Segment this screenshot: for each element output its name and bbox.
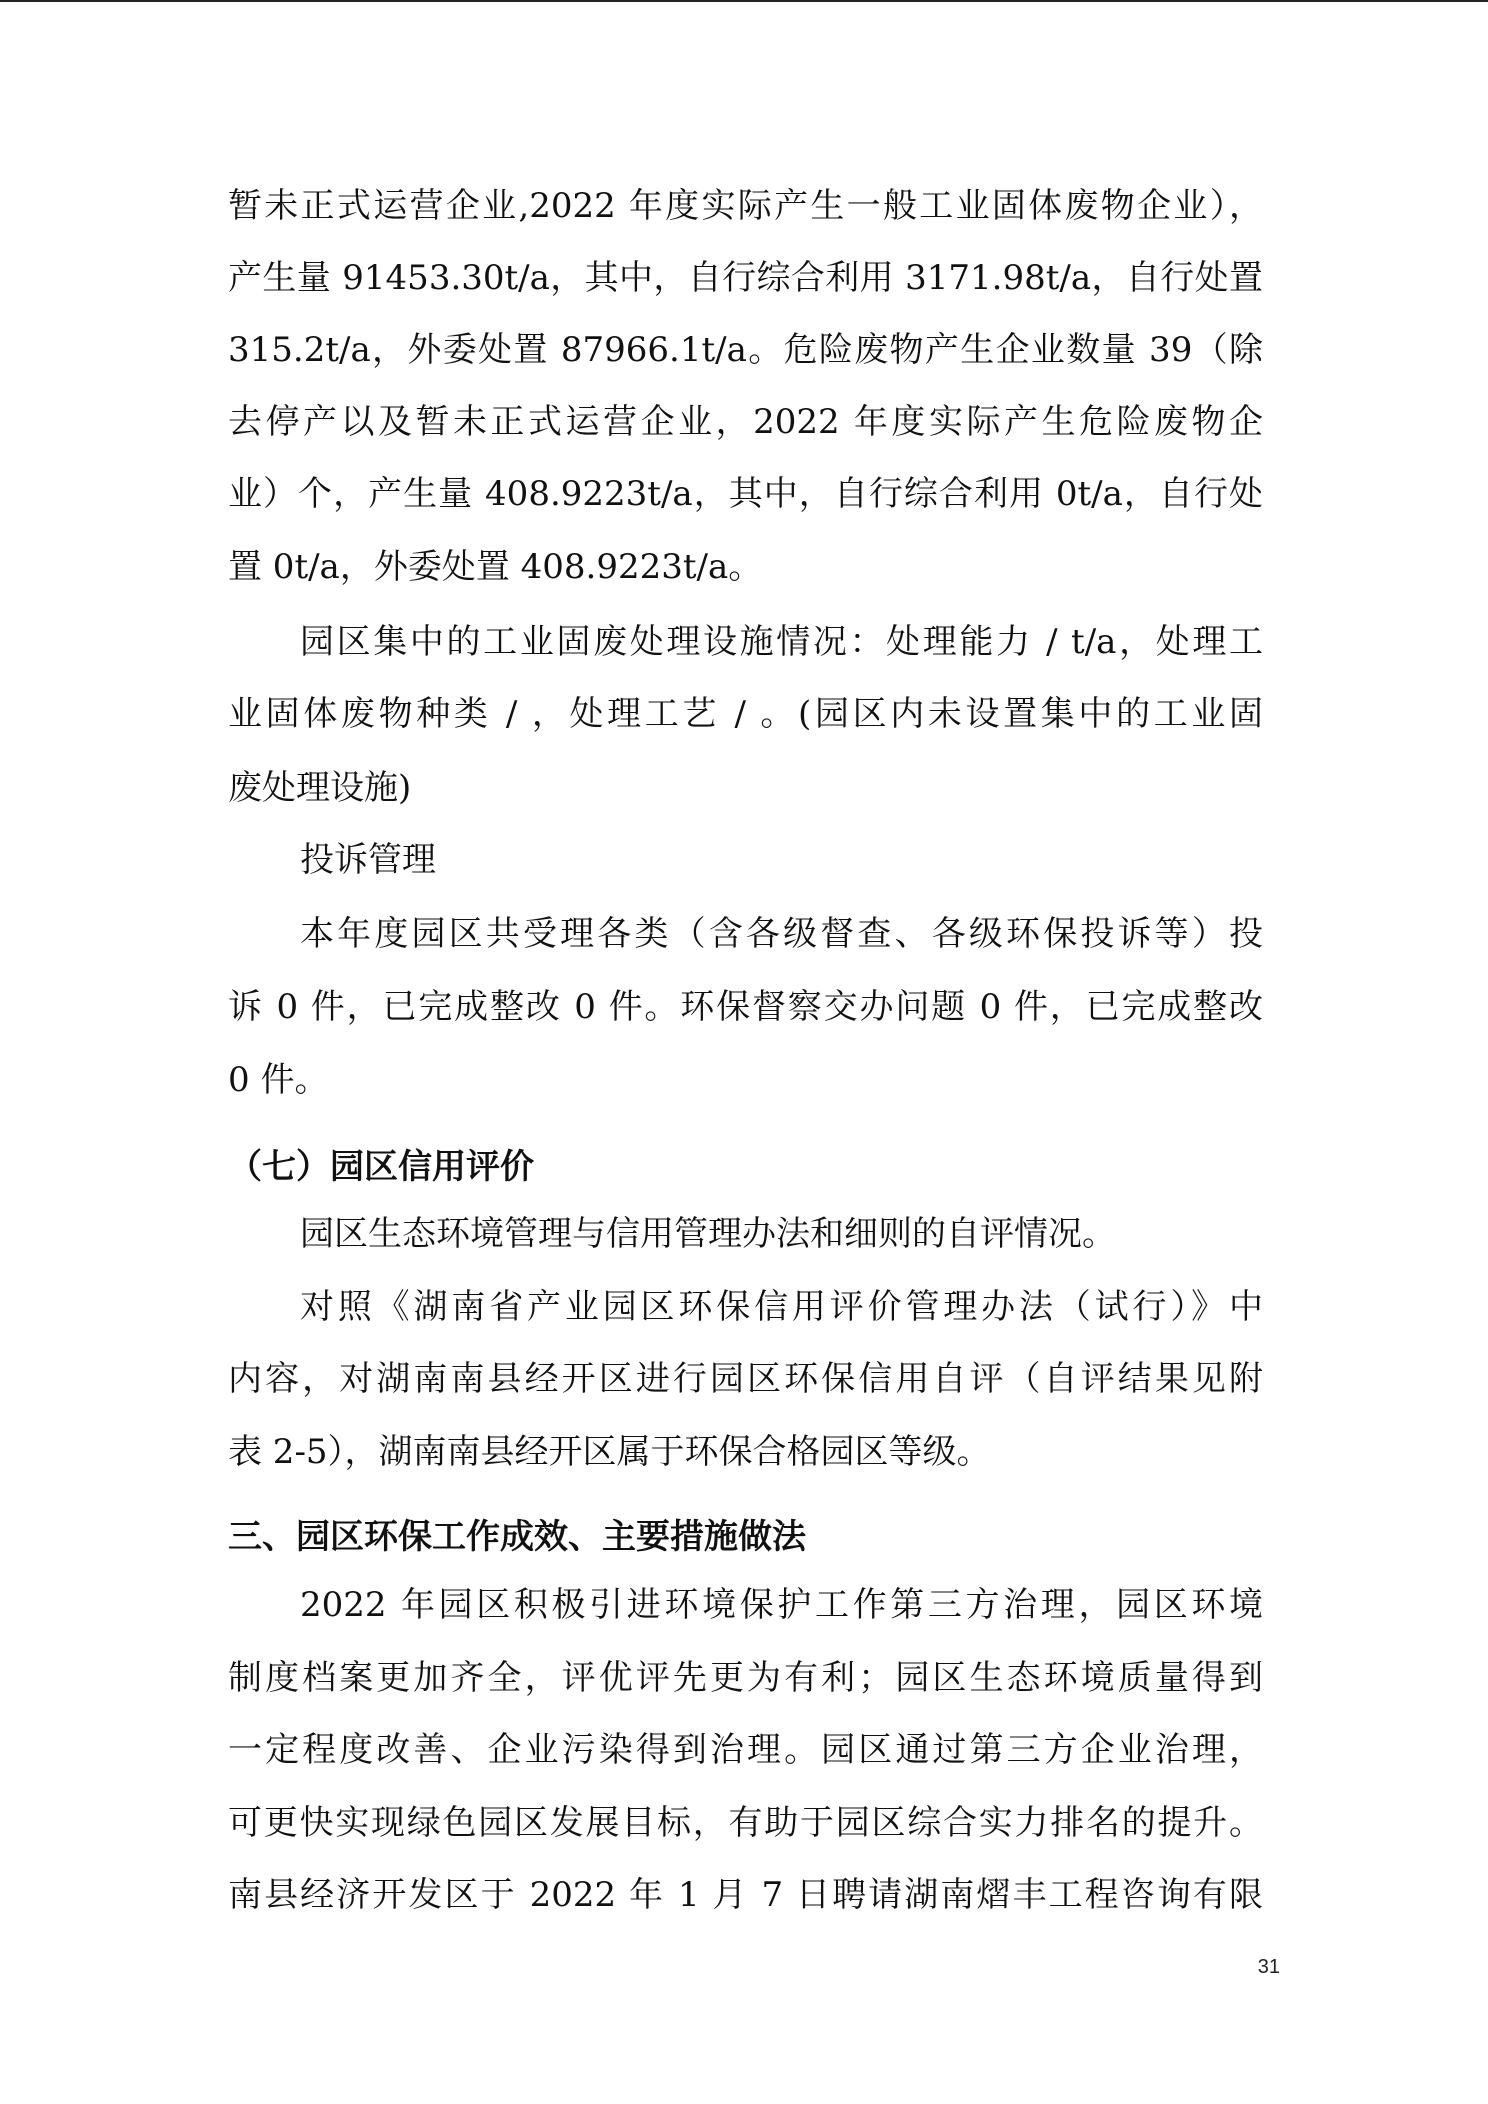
text-line: 业）个，产生量 408.9223t/a，其中，自行综合利用 0t/a，自行处	[228, 474, 1263, 514]
text-line: 0 件。	[228, 1060, 329, 1100]
text-line: 置 0t/a，外委处置 408.9223t/a。	[228, 547, 763, 587]
text-line: 2022 年园区积极引进环境保护工作第三方治理，园区环境	[300, 1585, 1263, 1625]
text-line: 废处理设施)	[228, 768, 412, 808]
text-line: 暂未正式运营企业,2022 年度实际产生一般工业固体废物企业），	[228, 186, 1263, 226]
section-heading-results: 三、园区环保工作成效、主要措施做法	[228, 1517, 806, 1557]
text-line: 本年度园区共受理各类（含各级督查、各级环保投诉等）投	[300, 914, 1263, 954]
text-line: 315.2t/a，外委处置 87966.1t/a。危险废物产生企业数量 39（除	[228, 330, 1263, 370]
section-heading-credit: （七）园区信用评价	[228, 1147, 534, 1187]
subheading-complaints: 投诉管理	[300, 840, 436, 880]
page-number: 31	[1257, 1956, 1280, 1978]
text-line: 园区生态环境管理与信用管理办法和细则的自评情况。	[300, 1214, 1116, 1254]
text-line: 表 2-5），湖南南县经开区属于环保合格园区等级。	[228, 1432, 991, 1472]
text-line: 产生量 91453.30t/a，其中，自行综合利用 3171.98t/a，自行处置	[228, 258, 1263, 298]
text-line: 诉 0 件，已完成整改 0 件。环保督察交办问题 0 件，已完成整改	[228, 987, 1263, 1027]
text-line: 对照《湖南省产业园区环保信用评价管理办法（试行）》中	[300, 1287, 1263, 1327]
text-line: 一定程度改善、企业污染得到治理。园区通过第三方企业治理，	[228, 1730, 1263, 1770]
text-line: 南县经济开发区于 2022 年 1 月 7 日聘请湖南熠丰工程咨询有限	[228, 1875, 1263, 1915]
text-line: 园区集中的工业固废处理设施情况：处理能力 / t/a，处理工	[300, 622, 1263, 662]
text-line: 去停产以及暂未正式运营企业，2022 年度实际产生危险废物企	[228, 402, 1263, 442]
text-line: 制度档案更加齐全，评优评先更为有利；园区生态环境质量得到	[228, 1658, 1263, 1698]
text-line: 可更快实现绿色园区发展目标，有助于园区综合实力排名的提升。	[228, 1803, 1263, 1843]
top-border	[0, 0, 1488, 2]
text-line: 内容，对湖南南县经开区进行园区环保信用自评（自评结果见附	[228, 1359, 1263, 1399]
text-line: 业固体废物种类 / ，处理工艺 / 。(园区内未设置集中的工业固	[228, 694, 1263, 734]
